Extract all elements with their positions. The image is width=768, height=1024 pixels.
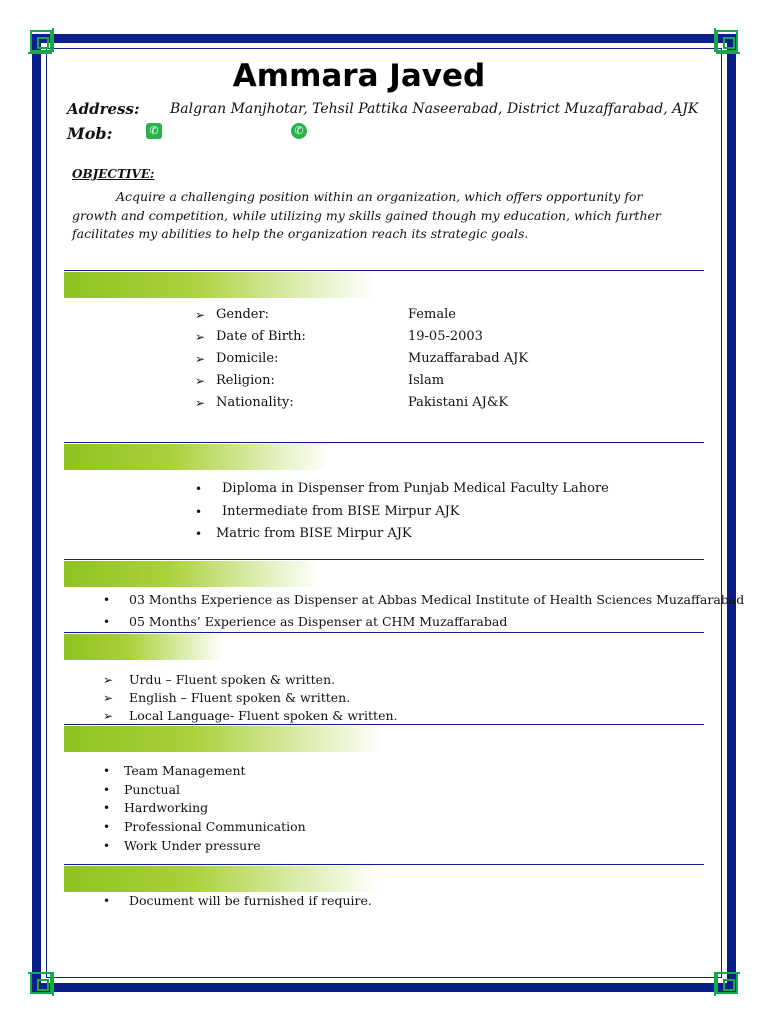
arrow-bullet: ➢ [103,673,114,687]
corner-line [714,28,716,52]
personal-value: Islam [408,373,445,388]
arrow-bullet: ➢ [195,352,206,366]
section-band-personal [64,272,374,298]
dot-bullet: • [103,783,111,797]
personal-label: Date of Birth: [216,329,306,344]
section-band-education [64,444,329,470]
education-item: Intermediate from BISE Mirpur AJK [222,504,460,519]
dot-bullet: • [103,593,111,607]
dot-bullet: • [103,615,111,629]
personal-label: Nationality: [216,395,294,410]
address-value: Balgran Manjhotar, Tehsil Pattika Naseerabad, District Muzaffarabad, AJK [170,101,699,117]
phone-icon: ✆ [146,123,162,139]
language-item: Urdu – Fluent spoken & written. [129,672,336,687]
dot-bullet: • [103,764,111,778]
dot-bullet: • [103,820,111,834]
arrow-bullet: ➢ [195,396,206,410]
skill-item: Work Under pressure [124,838,261,853]
section-band-languages [64,634,224,660]
section-divider [64,864,704,865]
personal-value: Muzaffarabad AJK [408,351,529,366]
section-divider [64,632,704,633]
section-divider [64,270,704,271]
section-divider [64,559,704,560]
corner-line [714,972,716,996]
skill-item: Professional Communication [124,819,306,834]
personal-value: 19-05-2003 [408,329,483,344]
arrow-bullet: ➢ [195,330,206,344]
section-band-skills [64,726,384,752]
address-label: Address: [67,100,140,118]
corner-ornament [716,972,738,994]
skill-item: Punctual [124,782,181,797]
language-item: Local Language- Fluent spoken & written. [129,708,398,723]
dot-bullet: • [103,894,111,908]
section-band-experience [64,561,319,587]
personal-label: Gender: [216,307,270,322]
objective-text: Acquire a challenging position within an organization, which offers opportunity for growth and competition, while utilizing my skills gained though my education, which further facilitates my abilities to help the organization reach its strategic goals. [72,189,661,241]
corner-ornament [30,972,52,994]
arrow-bullet: ➢ [195,308,206,322]
corner-line [716,52,740,54]
arrow-bullet: ➢ [103,709,114,723]
arrow-bullet: ➢ [195,374,206,388]
personal-label: Domicile: [216,351,279,366]
personal-value: Female [408,307,456,322]
corner-ornament [716,30,738,52]
corner-line [716,972,740,974]
section-band-references [64,866,379,892]
whatsapp-icon: ✆ [291,123,307,139]
corner-line [52,28,54,52]
language-item: English – Fluent spoken & written. [129,690,351,705]
corner-line [28,972,52,974]
experience-item: 05 Months’ Experience as Dispenser at CHM Muzaffarabad [129,614,508,629]
personal-label: Religion: [216,373,275,388]
dot-bullet: • [103,839,111,853]
dot-bullet: • [195,527,203,541]
section-divider [64,442,704,443]
reference-item: Document will be furnished if require. [129,893,372,908]
education-item: Diploma in Dispenser from Punjab Medical Faculty Lahore [222,481,609,496]
corner-ornament [30,30,52,52]
mob-label: Mob: [67,124,113,143]
skill-item: Hardworking [124,800,209,815]
section-divider [64,724,704,725]
candidate-name: Ammara Javed [232,58,486,94]
experience-item: 03 Months Experience as Dispenser at Abbas Medical Institute of Health Sciences Muzaffarabad [129,592,745,607]
corner-line [28,52,52,54]
dot-bullet: • [195,482,203,496]
corner-line [52,972,54,996]
skill-item: Team Management [124,763,246,778]
dot-bullet: • [103,801,111,815]
personal-value: Pakistani AJ&K [408,395,509,410]
education-item: Matric from BISE Mirpur AJK [216,526,412,541]
dot-bullet: • [195,505,203,519]
arrow-bullet: ➢ [103,691,114,705]
objective-title: OBJECTIVE: [72,167,155,181]
